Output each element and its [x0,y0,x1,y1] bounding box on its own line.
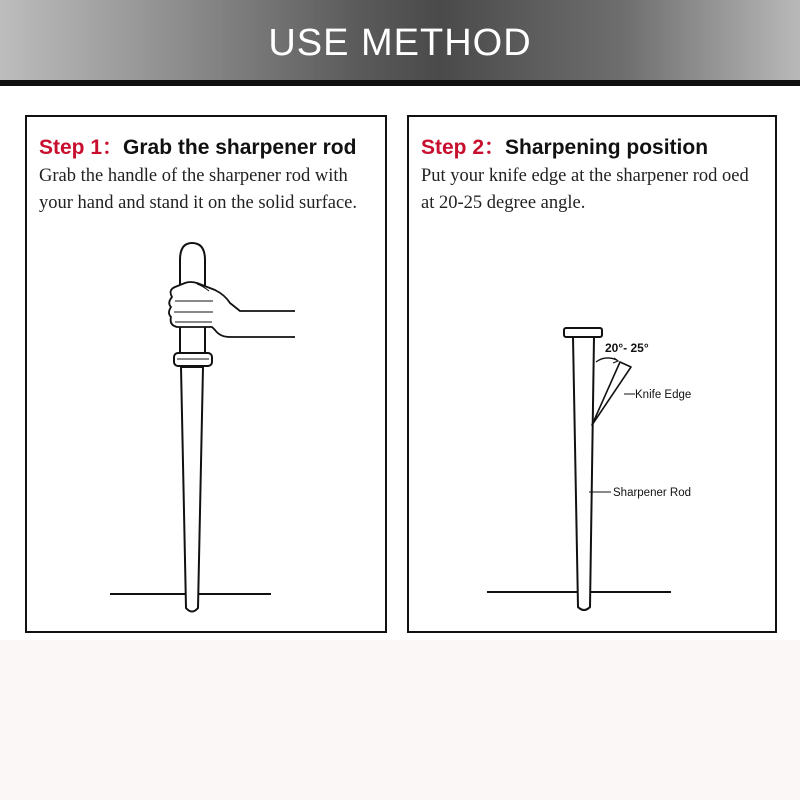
step2-panel [407,115,777,633]
step2-title: Sharpening position [505,136,709,159]
knife-edge-label: Knife Edge [635,389,692,401]
rod-body [181,367,203,612]
banner-title: USE METHOD [268,22,532,64]
rod-body [573,337,594,610]
step1-number: Step 1： [39,136,124,159]
rod-cap [564,328,602,337]
banner-divider [0,80,800,86]
step1-description: Grab the handle of the sharpener rod with your hand and stand it on the solid surface. [39,166,358,213]
step1-title: Grab the sharpener rod [123,136,357,159]
step2-number: Step 2： [421,136,506,159]
sharpening-angle-illustration [407,115,777,633]
angle-label: 20°- 25° [605,341,649,355]
header-banner [0,0,800,86]
sharpener-rod-label: Sharpener Rod [613,487,691,499]
step1-panel [25,115,387,633]
step2-description: Put your knife edge at the sharpener rod oed at 20-25 degree angle. [421,166,749,213]
bottom-background [0,640,800,800]
hand-holding-rod-illustration [25,115,387,633]
